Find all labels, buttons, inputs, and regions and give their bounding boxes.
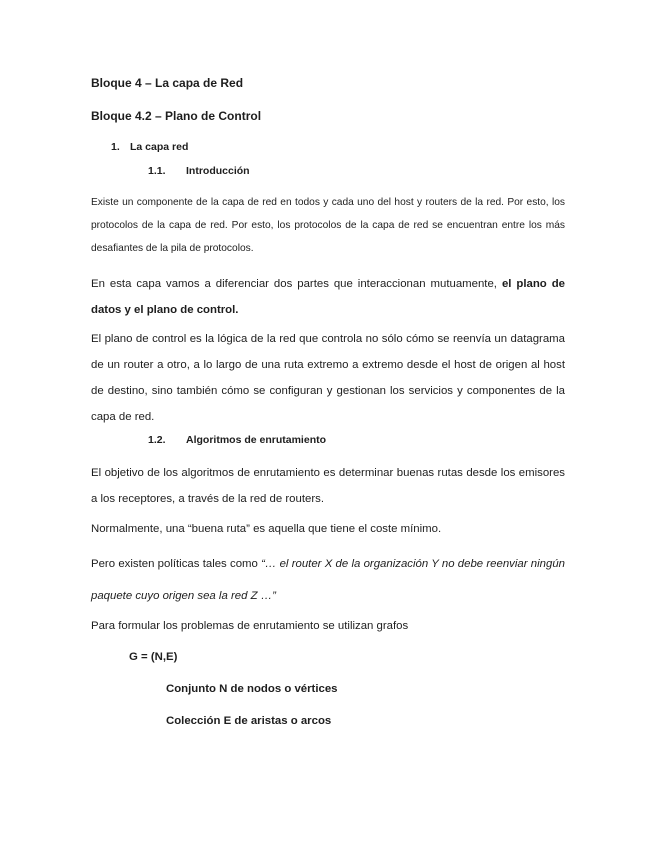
- subheading-number: 1.2.: [148, 434, 166, 446]
- subheading-number: 1.1.: [148, 165, 166, 177]
- graph-definition: G = (N,E): [129, 651, 178, 663]
- subheading-algoritmos: [148, 434, 548, 446]
- subheading-introduccion: [148, 165, 548, 177]
- paragraph-planos-bold: el plano de datos y el plano de control.: [91, 278, 565, 316]
- list-number: 1.: [111, 141, 120, 153]
- heading-bloque-4-2: Bloque 4.2 – Plano de Control: [91, 109, 262, 123]
- paragraph-intro: Existe un componente de la capa de red en todos y cada uno del host y routers de la red. Por esto, los protocolos de la capa de red. Por esto, los protocolos de la capa de red se encuentran entre los más desafiantes de la pila de protocolos.: [91, 197, 565, 254]
- paragraph-plano-control: El plano de control es la lógica de la red que controla no sólo cómo se reenvía un datagrama de un router a otro, a lo largo de una ruta extremo a extremo desde el host de origen al host de destino, sino también cómo se configuran y gestionan los servicios y componentes de la capa de red.: [91, 333, 565, 423]
- list-label: La capa red: [130, 141, 189, 153]
- paragraph-objetivo: El objetivo de los algoritmos de enrutamiento es determinar buenas rutas desde los emisores a los receptores, a través de la red de routers.: [91, 467, 565, 505]
- paragraph-planos-text: En esta capa vamos a diferenciar dos partes que interaccionan mutuamente,: [91, 278, 497, 290]
- paragraph-politicas: [91, 548, 565, 612]
- paragraph-grafos: Para formular los problemas de enrutamiento se utilizan grafos: [91, 620, 409, 632]
- paragraph-politicas-text: Pero existen políticas tales como: [91, 558, 258, 570]
- subheading-label: Algoritmos de enrutamiento: [186, 434, 327, 446]
- graph-nodes: Conjunto N de nodos o vértices: [166, 683, 338, 695]
- graph-edges: Colección E de aristas o arcos: [166, 715, 332, 727]
- list-item-la-capa-red: [111, 141, 511, 153]
- paragraph-buena-ruta: Normalmente, una “buena ruta” es aquella que tiene el coste mínimo.: [91, 523, 442, 535]
- paragraph-politicas-quote: “… el router X de la organización Y no debe reenviar ningún paquete cuyo origen sea la red Z …”: [91, 558, 565, 602]
- paragraph-planos: [91, 271, 565, 323]
- subheading-label: Introducción: [186, 165, 250, 177]
- heading-bloque-4: Bloque 4 – La capa de Red: [91, 76, 244, 90]
